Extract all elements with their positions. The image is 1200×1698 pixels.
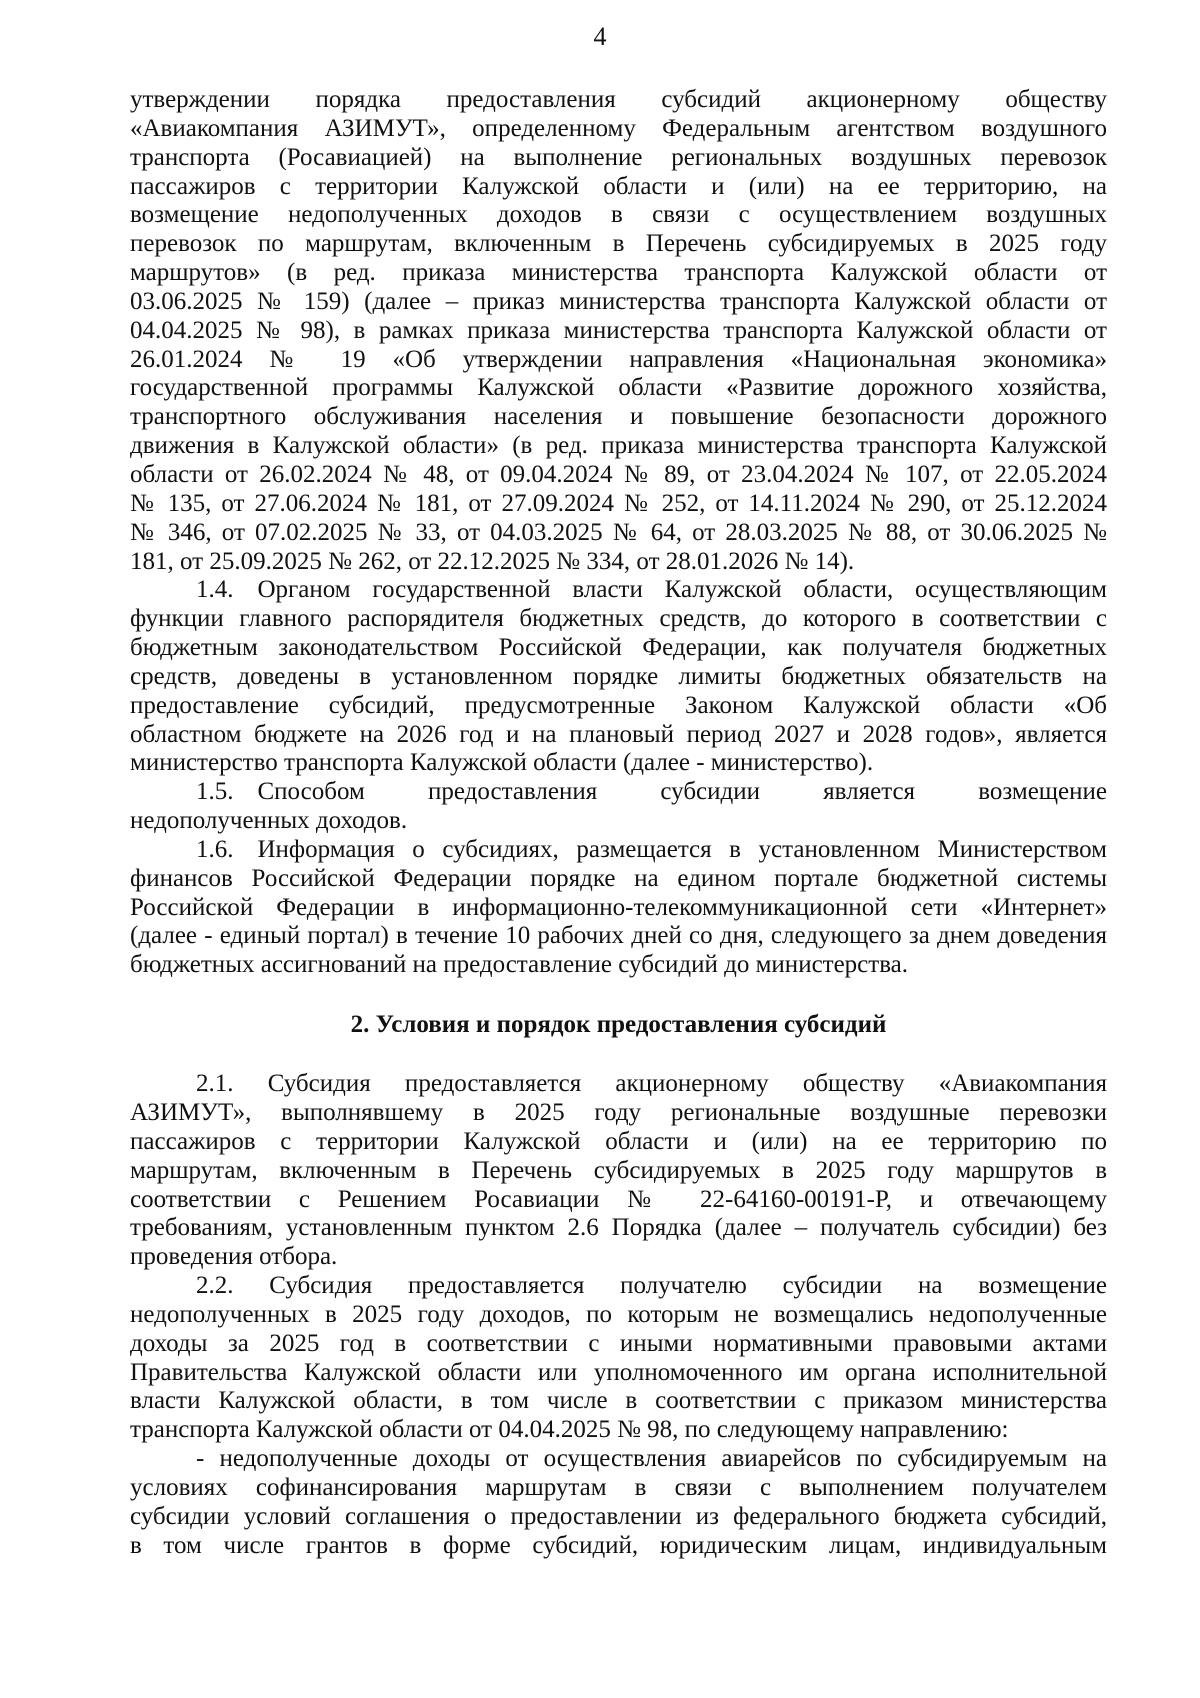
text-line: 03.06.2025 № 159) (далее – приказ министерства транспорта Калужской области от xyxy=(130,287,1107,315)
text-line: средств, доведены в установленном порядке лимиты бюджетных обязательств на xyxy=(130,662,1107,690)
text-line: государственной программы Калужской области «Развитие дорожного хозяйства, xyxy=(130,374,1107,402)
text-line: субсидии условий соглашения о предоставлении из федерального бюджета субсидий, xyxy=(130,1502,1107,1530)
text-line: транспортного обслуживания населения и повышение безопасности дорожного xyxy=(130,403,1107,431)
text-line: требованиям, установленным пунктом 2.6 Порядка (далее – получатель субсидии) без xyxy=(130,1214,1107,1242)
document-body xyxy=(130,86,1107,1561)
clause-first-line xyxy=(130,836,1107,865)
text-line: власти Калужской области, в том числе в соответствии с приказом министерства xyxy=(130,1387,1107,1415)
clause-2-2 xyxy=(130,1272,1107,1445)
text-line: Правительства Калужской области или уполномоченного им органа исполнительной xyxy=(130,1358,1107,1386)
text-line: финансов Российской Федерации порядке на едином портале бюджетной системы xyxy=(130,864,1107,892)
text-line: функции главного распорядителя бюджетных средств, до которого в соответствии с xyxy=(130,605,1107,633)
text-line: транспорта (Росавиацией) на выполнение региональных воздушных перевозок xyxy=(130,143,1107,171)
clause-number: 1.6. xyxy=(196,835,234,863)
text-line: 04.04.2025 № 98), в рамках приказа министерства транспорта Калужской области от xyxy=(130,316,1107,344)
text-line: № 135, от 27.06.2024 № 181, от 27.09.2024 № 252, от 14.11.2024 № 290, от 25.12.2024 xyxy=(130,489,1107,517)
clause-2-1 xyxy=(130,1070,1107,1272)
clause-lead-text: 2.1. Субсидия предоставляется акционерному обществу «Авиакомпания xyxy=(196,1070,1107,1098)
text-line: (далее - единый портал) в течение 10 рабочих дней со дня, следующего за днем доведения xyxy=(130,922,1107,950)
clause-number: 1.4. xyxy=(196,576,234,604)
section-heading: 2. Условия и порядок предоставления субсидий xyxy=(350,1011,887,1039)
text-line: утверждении порядка предоставления субсидий акционерному обществу xyxy=(130,86,1107,113)
page-number: 4 xyxy=(593,22,607,51)
text-line: Российской Федерации в информационно-телекоммуникационной сети «Интернет» xyxy=(130,893,1107,921)
clause-first-line xyxy=(130,778,1107,807)
text-line: доходы за 2025 год в соответствии с иными нормативными правовыми актами xyxy=(130,1329,1107,1357)
clause-1-5 xyxy=(130,778,1107,836)
bullet-lead-text: - недополученные доходы от осуществления авиарейсов по субсидируемым на xyxy=(196,1445,1107,1473)
text-line: проведения отбора. xyxy=(130,1243,338,1271)
text-line: министерство транспорта Калужской области (далее - министерство). xyxy=(130,749,874,777)
text-line: области от 26.02.2024 № 48, от 09.04.2024 № 89, от 23.04.2024 № 107, от 22.05.2024 xyxy=(130,460,1107,488)
text-line: перевозок по маршрутам, включенным в Перечень субсидируемых в 2025 году xyxy=(130,230,1107,258)
clause-lead-text: Органом государственной власти Калужской области, осуществляющим xyxy=(257,576,1107,604)
clause-1-4 xyxy=(130,576,1107,778)
text-line: движения в Калужской области» (в ред. приказа министерства транспорта Калужской xyxy=(130,432,1107,460)
clause-number: 1.5. xyxy=(196,778,234,806)
text-line: АЗИМУТ», выполнявшему в 2025 году региональные воздушные перевозки xyxy=(130,1099,1107,1126)
text-line: маршрутов» (в ред. приказа министерства транспорта Калужской области от xyxy=(130,259,1107,287)
clause-lead-text: Информация о субсидиях, размещается в установленном Министерством xyxy=(257,835,1107,863)
text-line: маршрутам, включенным в Перечень субсидируемых в 2025 году маршрутов в xyxy=(130,1156,1107,1184)
text-line: условиях софинансирования маршрутам в связи с выполнением получателем xyxy=(130,1473,1107,1501)
clause-first-line xyxy=(130,1272,1107,1301)
text-line: возмещение недополученных доходов в связи с осуществлением воздушных xyxy=(130,201,1107,229)
bullet-item xyxy=(130,1445,1107,1560)
text-line: пассажиров с территории Калужской области и (или) на ее территорию, на xyxy=(130,172,1107,200)
clause-lead-text: Способом предоставления субсидии является возмещение xyxy=(257,778,1107,806)
text-line: бюджетным законодательством Российской Федерации, как получателя бюджетных xyxy=(130,634,1107,662)
text-line: пассажиров с территории Калужской области и (или) на ее территорию по xyxy=(130,1127,1107,1155)
text-line: областном бюджете на 2026 год и на плановый период 2027 и 2028 годов», является xyxy=(130,720,1107,748)
text-line: соответствии с Решением Росавиации № 22-64160-00191-Р, и отвечающему xyxy=(130,1185,1107,1213)
clause-first-line xyxy=(130,576,1107,605)
text-line: предоставление субсидий, предусмотренные Законом Калужской области «Об xyxy=(130,691,1107,719)
intro-paragraph xyxy=(130,86,1107,576)
text-line: в том числе грантов в форме субсидий, юридическим лицам, индивидуальным xyxy=(130,1531,1107,1559)
text-line: бюджетных ассигнований на предоставление субсидий до министерства. xyxy=(130,951,909,979)
clause-lead-text: 2.2. Субсидия предоставляется получателю субсидии на возмещение xyxy=(196,1272,1107,1300)
clause-first-line xyxy=(130,1070,1107,1099)
text-line: 26.01.2024 № 19 «Об утверждении направления «Национальная экономика» xyxy=(130,345,1107,373)
text-line: транспорта Калужской области от 04.04.2025 № 98, по следующему направлению: xyxy=(130,1416,1009,1444)
text-line: «Авиакомпания АЗИМУТ», определенному Федеральным агентством воздушного xyxy=(130,114,1107,142)
text-line: № 346, от 07.02.2025 № 33, от 04.03.2025 № 64, от 28.03.2025 № 88, от 30.06.2025 № xyxy=(130,518,1107,546)
clause-1-6 xyxy=(130,836,1107,980)
text-line: недополученных в 2025 году доходов, по которым не возмещались недополученные xyxy=(130,1300,1107,1328)
text-line: недополученных доходов. xyxy=(130,807,408,835)
text-line: 181, от 25.09.2025 № 262, от 22.12.2025 № 334, от 28.01.2026 № 14). xyxy=(130,547,855,575)
bullet-first-line xyxy=(130,1445,1107,1474)
